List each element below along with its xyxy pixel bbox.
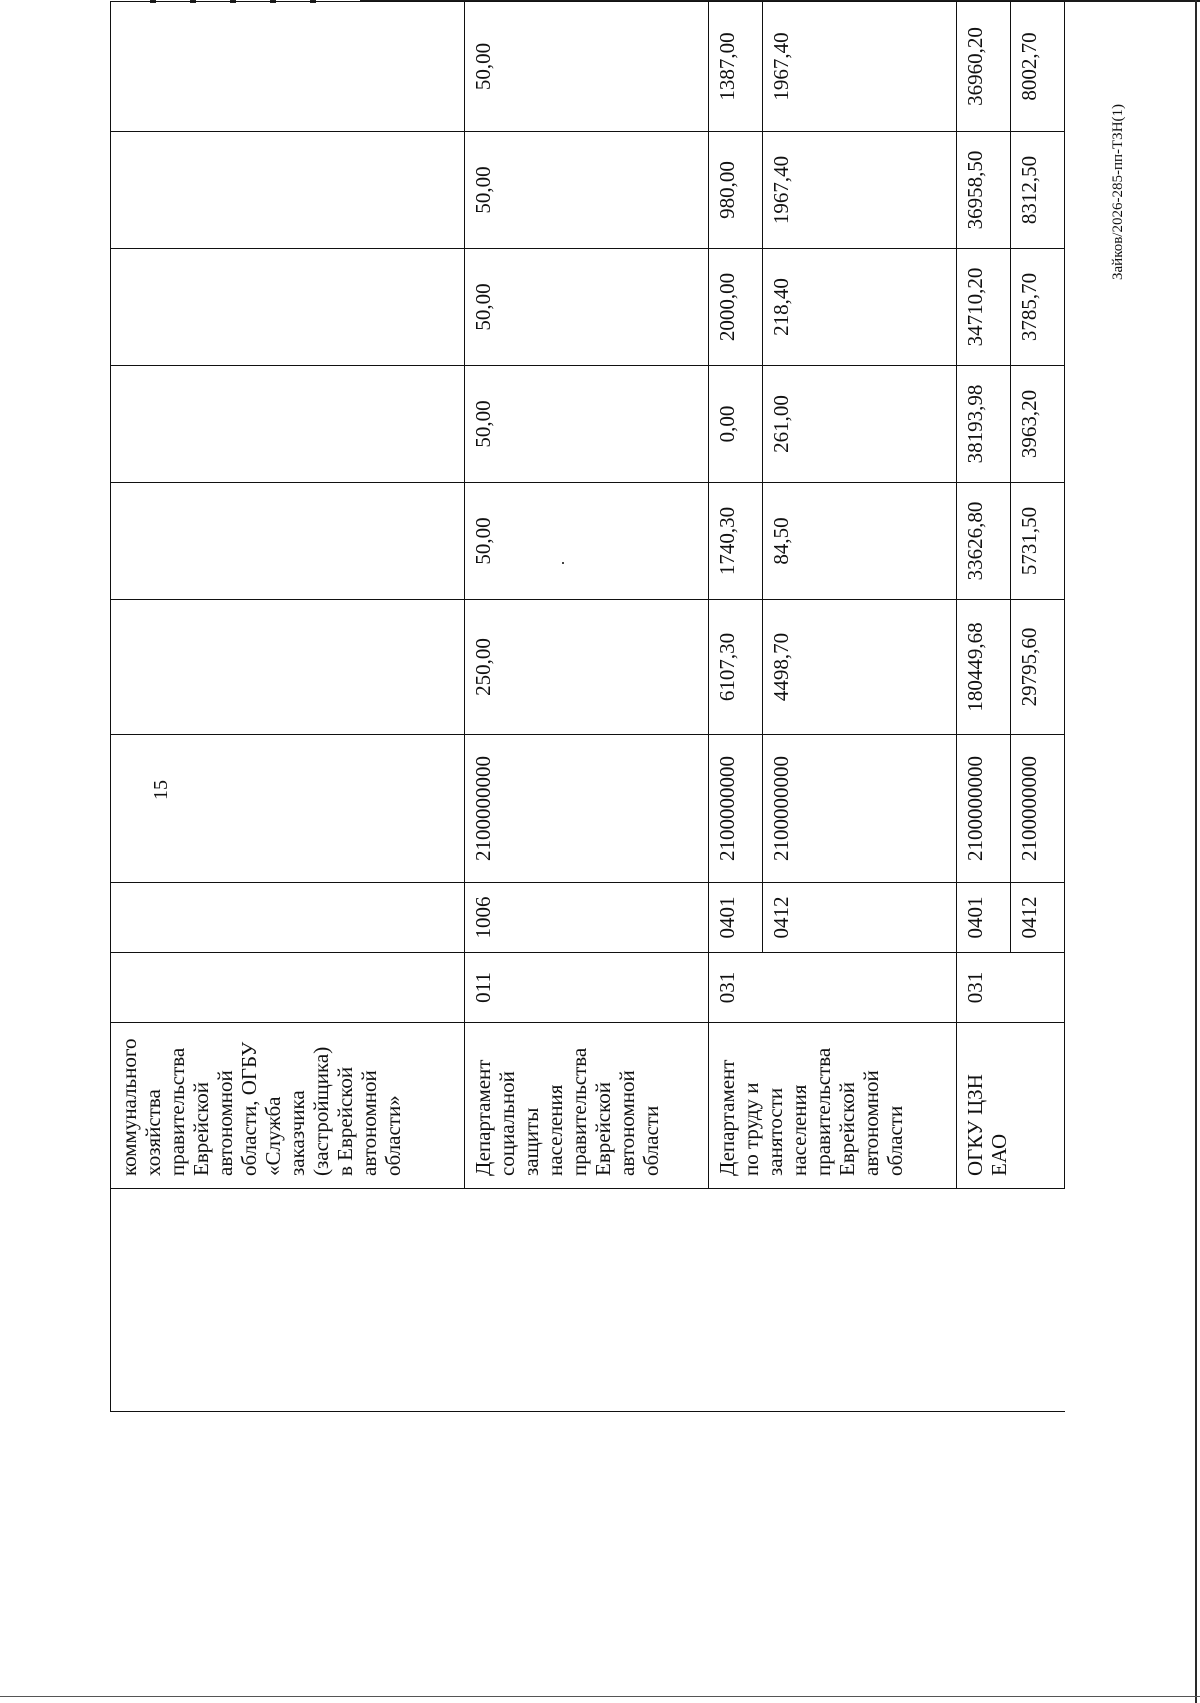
cell-grbs: 031 [708,953,956,1023]
cell-executor: Департамент по труду и занятости населения правительства Еврейской автономной области [708,1023,956,1189]
cell-value [111,132,465,249]
cell-rz: 0401 [708,883,762,953]
cell-csr: 2100000000 [762,735,956,883]
cell-value: 180449,68 [957,600,1011,735]
cell-value: 33626,80 [957,483,1011,600]
cell-value: 50,00 [464,483,708,600]
cell-value: 8312,50 [1011,132,1065,249]
cell-executor: коммунального хозяйства правительства Еврейской автономной области, ОГБУ «Служба заказчика (застройщика) в Еврейской автономной области» [111,1023,465,1189]
cell-rz: 0412 [1011,883,1065,953]
table-row [111,2,465,1412]
document-code: Зайков/2026-285-пп-ТЗН(1) [1110,103,1126,280]
cell-value: 980,00 [708,132,762,249]
cell-value: 84,50 [762,483,956,600]
cell-value [111,249,465,366]
cell-executor: Департамент социальной защиты населения правительства Еврейской автономной области [464,1023,708,1189]
cell-value: 218,40 [762,249,956,366]
cell-csr: 2100000000 [708,735,762,883]
scan-artifact-bottom-edge [0,1696,1200,1697]
cell-value: 50,00 [464,366,708,483]
cell-value [111,600,465,735]
scan-artifact-right-edge [1195,0,1197,1703]
cell-rz: 0401 [957,883,1011,953]
cell-value: 38193,98 [957,366,1011,483]
cell-value: 5731,50 [1011,483,1065,600]
cell-value [111,2,465,132]
page-number: 15 [150,780,172,800]
cell-value: 250,00 [464,600,708,735]
budget-table [110,1,1065,1412]
cell-csr: 2100000000 [1011,735,1065,883]
cell-value [111,483,465,600]
rotated-page [92,27,1052,1540]
cell-value: 261,00 [762,366,956,483]
cell-grbs: 031 [957,953,1065,1023]
cell-value: 36958,50 [957,132,1011,249]
cell-value: 6107,30 [708,600,762,735]
cell-value: 3785,70 [1011,249,1065,366]
cell-csr: 2100000000 [464,735,708,883]
cell-value: 2000,00 [708,249,762,366]
doc-code-holder [1110,80,1130,280]
cell-csr: 2100000000 [957,735,1011,883]
cell-value: 34710,20 [957,249,1011,366]
cell-rz: 0412 [762,883,956,953]
cell-value: 1387,00 [708,2,762,132]
cell-executor: ОГКУ ЦЗН ЕАО [957,1023,1065,1189]
empty-first-column [111,1189,1065,1412]
cell-value: 1967,40 [762,132,956,249]
cell-value: 1967,40 [762,2,956,132]
cell-grbs: 011 [464,953,708,1023]
cell-value: 50,00 [464,132,708,249]
cell-value [111,366,465,483]
cell-value: 4498,70 [762,600,956,735]
cell-value: 36960,20 [957,2,1011,132]
cell-value: 29795,60 [1011,600,1065,735]
cell-csr [111,735,465,883]
cell-value: 1740,30 [708,483,762,600]
cell-value: 0,00 [708,366,762,483]
cell-value: 3963,20 [1011,366,1065,483]
cell-value: 50,00 [464,2,708,132]
cell-grbs [111,953,465,1023]
cell-value: 8002,70 [1011,2,1065,132]
cell-rz: 1006 [464,883,708,953]
cell-value: 50,00 [464,249,708,366]
cell-rz [111,883,465,953]
